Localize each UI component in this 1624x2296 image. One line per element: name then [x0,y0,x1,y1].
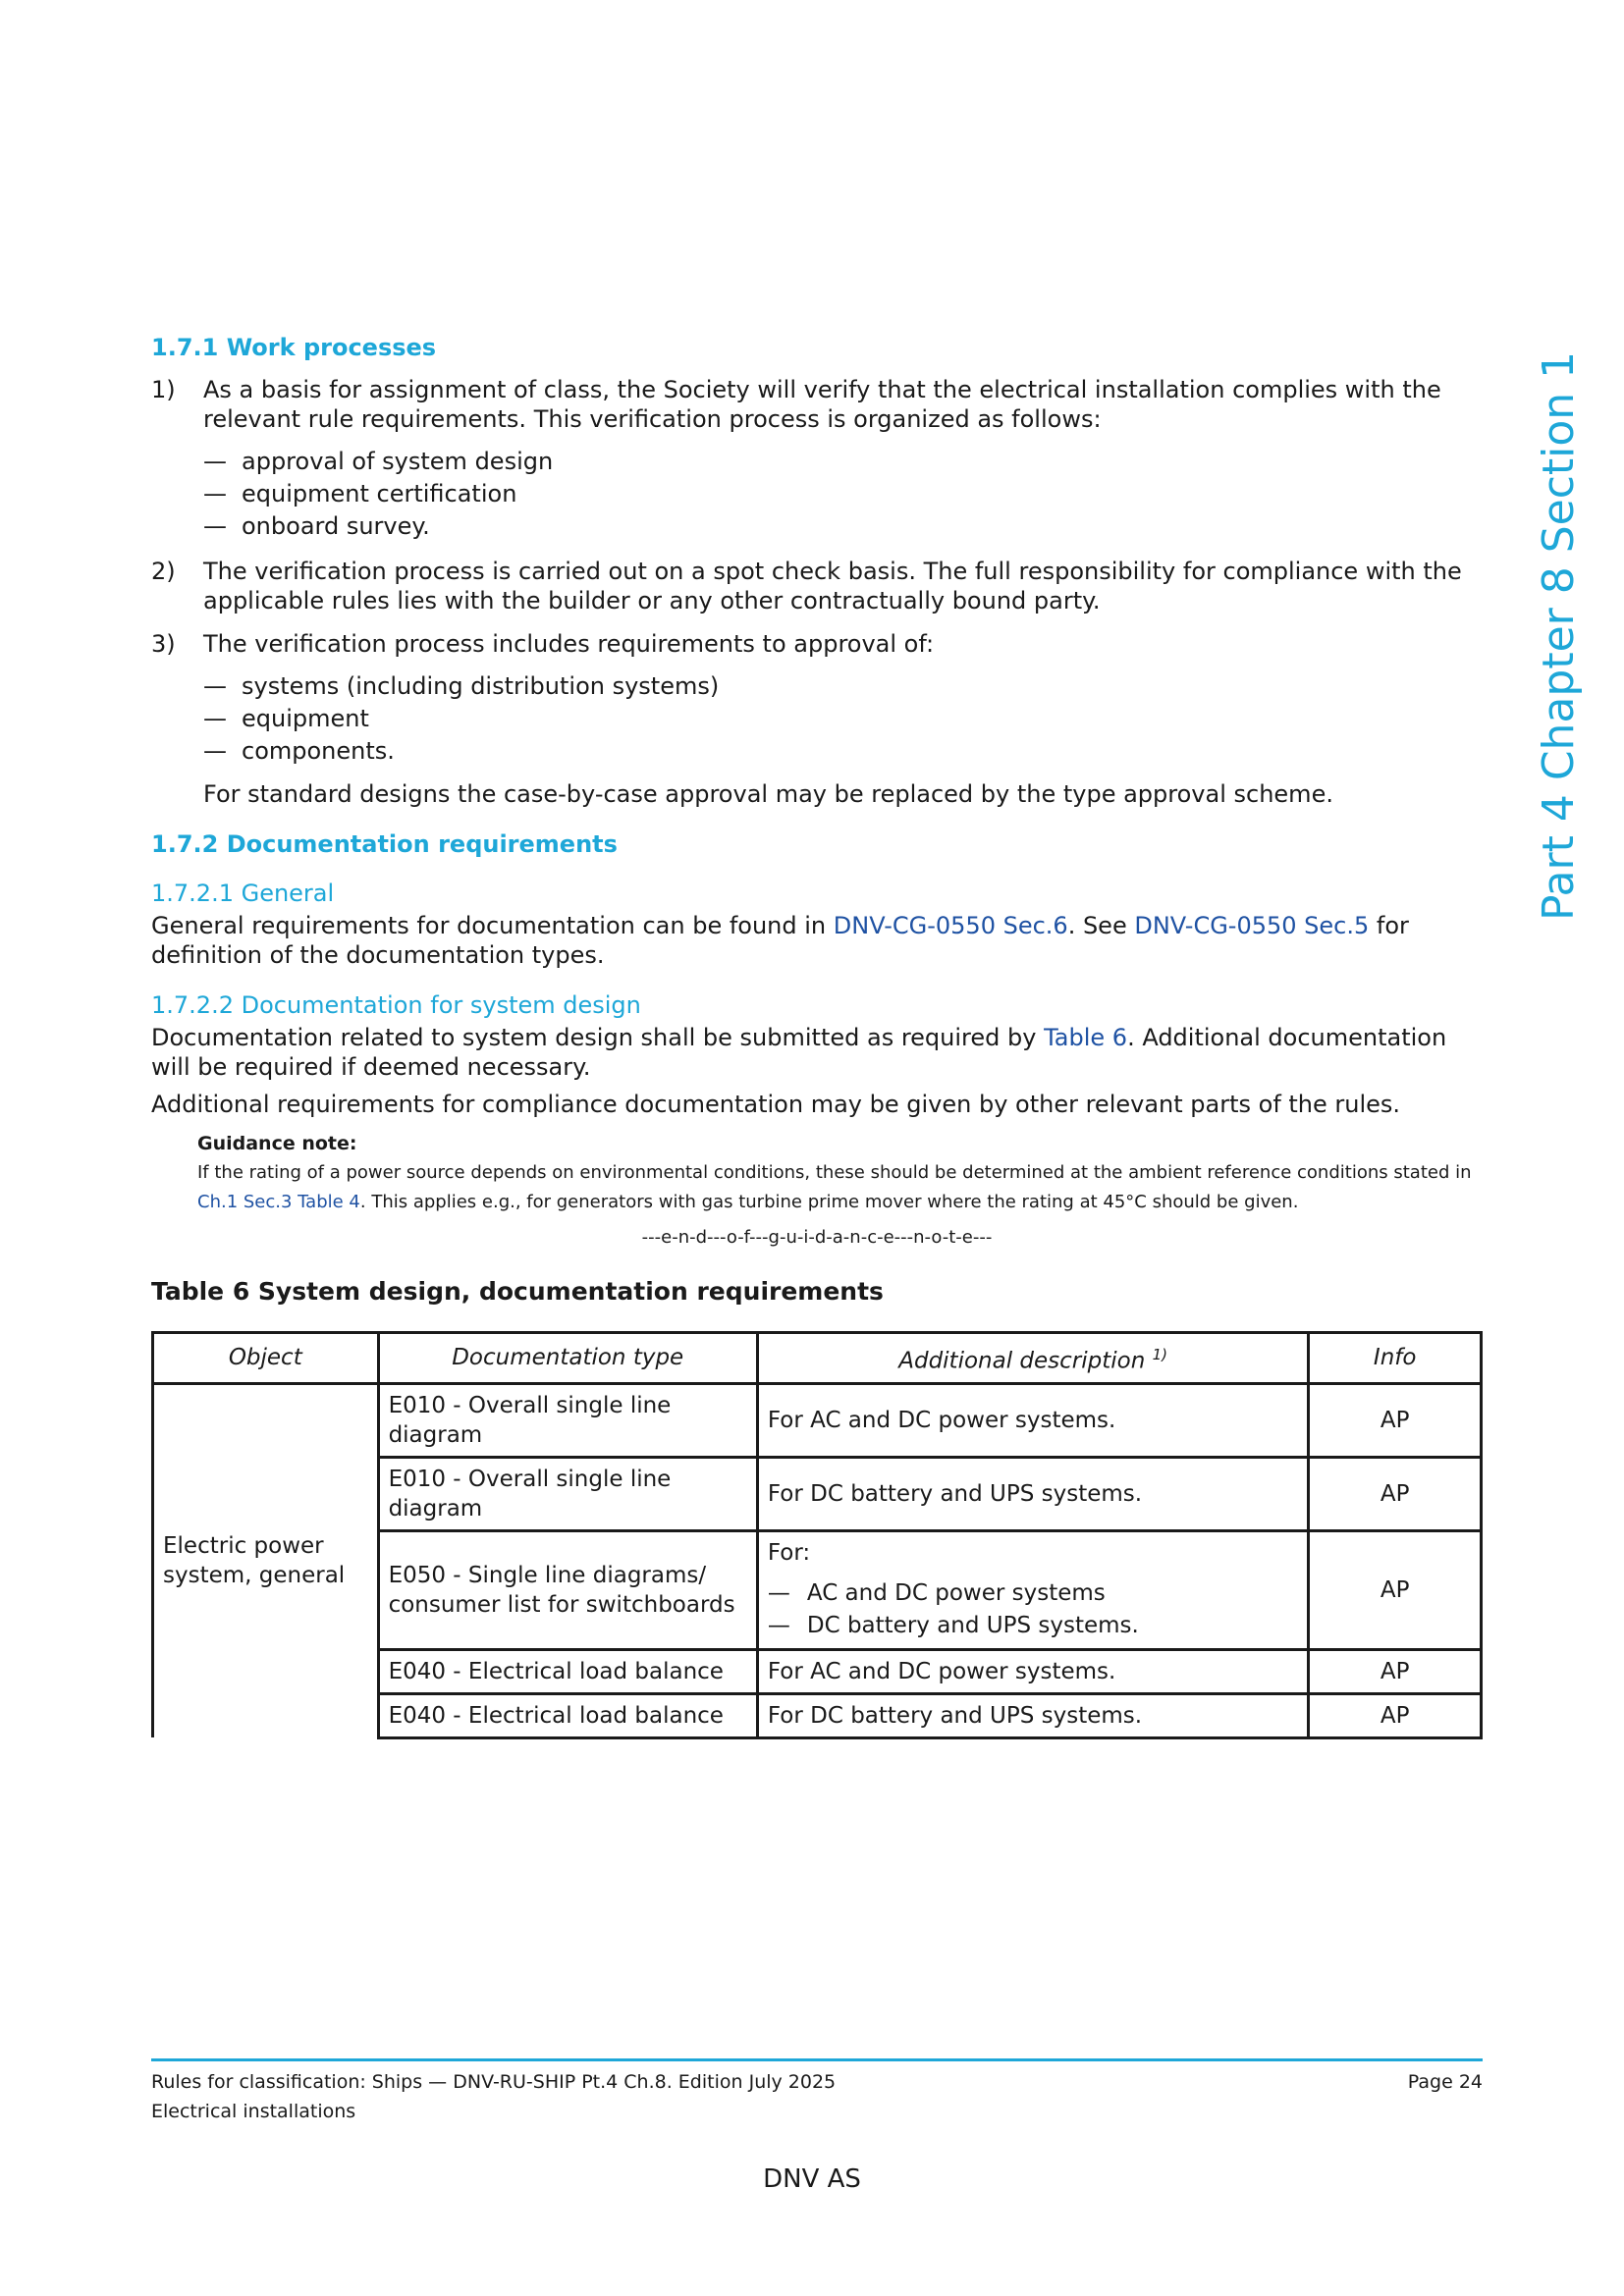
item-number: 3) [151,630,176,658]
guidance-text: If the rating of a power source depends on environmental conditions, these should be determined at the ambient reference conditions stated in Ch.1 Sec.3 Table 4. This applies e.g., for generators with gas turbine prime mover where the rating at 45°C should be given. [197,1162,1472,1212]
guidance-note [197,1129,1483,1217]
description-cell: For DC battery and UPS systems. [757,1693,1309,1737]
dash-item: — components. [203,737,395,765]
footer-page-number: Page 24 [1407,2071,1483,2093]
link-cg0550-sec5[interactable]: DNV-CG-0550 Sec.5 [1134,912,1370,939]
additional-requirements-paragraph: Additional requirements for compliance documentation may be given by other relevant parts of the rules. [151,1091,1401,1118]
info-cell: AP [1309,1649,1482,1693]
doc-type-cell: E010 - Overall single line diagram [378,1383,757,1457]
guidance-end-marker: ---e-n-d---o-f---g-u-i-d-a-n-c-e---n-o-t-e--- [641,1227,993,1248]
dash-item: — approval of system design [203,448,554,475]
dash-item: — systems (including distribution systems) [203,672,720,700]
link-cg0550-sec6[interactable]: DNV-CG-0550 Sec.6 [833,912,1068,939]
description-dash-list [768,1577,1299,1642]
doc-type-cell: E040 - Electrical load balance [378,1693,757,1737]
header-info: Info [1309,1333,1482,1384]
description-cell: For AC and DC power systems. [757,1649,1309,1693]
doc-type-cell: E010 - Overall single line diagram [378,1457,757,1530]
doc-type-cell: E050 - Single line diagrams/ consumer list for switchboards [378,1530,757,1649]
table-row [153,1383,1482,1457]
subsection-heading-general: 1.7.2.1 General [151,880,335,907]
section-heading-1-7-1: 1.7.1 Work processes [151,334,437,361]
header-object: Object [153,1333,379,1384]
description-cell: For: — AC and DC power systems — DC battery and UPS systems. [757,1530,1309,1649]
work-process-list [151,375,1483,809]
info-cell: AP [1309,1530,1482,1649]
main-content [151,334,1483,1739]
info-cell: AP [1309,1383,1482,1457]
description-cell: For AC and DC power systems. [757,1383,1309,1457]
system-design-paragraph: Documentation related to system design shall be submitted as required by Table 6. Additional documentation will be required if deemed necessary. [151,1024,1447,1081]
table-header-row [153,1333,1482,1384]
item-after-text: For standard designs the case-by-case approval may be replaced by the type approval scheme. [203,780,1333,808]
link-ch1-sec3-table4[interactable]: Ch.1 Sec.3 Table 4 [197,1192,360,1212]
doc-type-cell: E040 - Electrical load balance [378,1649,757,1693]
item-text: The verification process is carried out on a spot check basis. The full responsibility for compliance with the applicable rules lies with the builder or any other contractually bound party. [203,558,1462,614]
documentation-table [151,1331,1483,1739]
item-number: 1) [151,376,176,403]
table-caption: Table 6 System design, documentation requirements [151,1277,884,1306]
subsection-heading-system-design: 1.7.2.2 Documentation for system design [151,991,641,1019]
footer-document-title: Rules for classification: Ships — DNV-RU-SHIP Pt.4 Ch.8. Edition July 2025 [151,2071,837,2093]
dash-item: — AC and DC power systems [767,1579,1106,1606]
side-section-label: Part 4 Chapter 8 Section 1 [1534,350,1584,921]
item-number: 2) [151,558,176,585]
header-additional-description: Additional description $^{1)}$ [757,1333,1309,1384]
dash-item: — onboard survey. [203,512,430,540]
dash-list [203,670,1483,768]
info-cell: AP [1309,1457,1482,1530]
list-item [151,375,1483,543]
item-text: As a basis for assignment of class, the Society will verify that the electrical installation complies with the relevant rule requirements. This verification process is organized as follows: [203,376,1441,433]
item-text: The verification process includes requirements to approval of: [203,630,935,658]
footer-divider [151,2058,1483,2061]
general-paragraph: General requirements for documentation can be found in DNV-CG-0550 Sec.6. See DNV-CG-0550 Sec.5 for definition of the documentation types. [151,912,1409,969]
link-table-6[interactable]: Table 6 [1044,1024,1128,1051]
dash-list [203,446,1483,543]
guidance-title: Guidance note: [197,1133,357,1154]
object-cell: Electric power system, general [153,1383,379,1737]
footer-document-subtitle: Electrical installations [151,2101,356,2122]
dash-item: — equipment [203,705,369,732]
footer-organization: DNV AS [763,2164,861,2194]
description-cell: For DC battery and UPS systems. [757,1457,1309,1530]
section-heading-1-7-2: 1.7.2 Documentation requirements [151,830,618,858]
dash-item: — equipment certification [203,480,517,507]
dash-item: — DC battery and UPS systems. [767,1612,1139,1638]
list-item [151,629,1483,809]
list-item [151,557,1483,615]
info-cell: AP [1309,1693,1482,1737]
header-documentation-type: Documentation type [378,1333,757,1384]
